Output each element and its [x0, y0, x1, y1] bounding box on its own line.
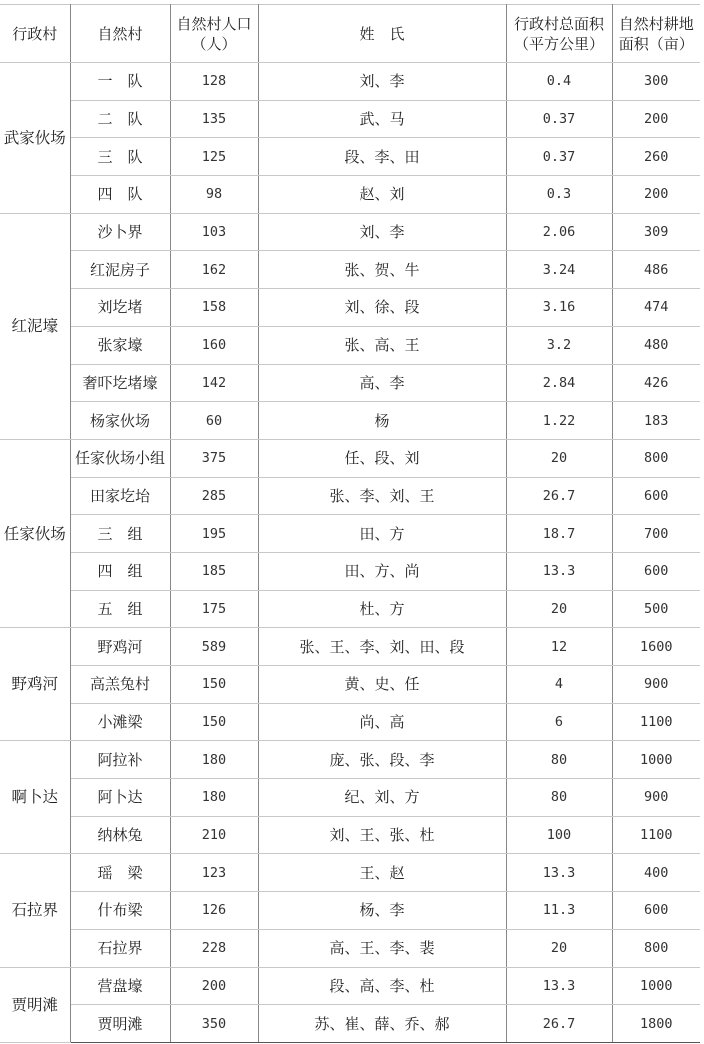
- table-row: [0, 364, 700, 402]
- surnames-cell: 张、高、王: [258, 326, 506, 364]
- surnames-cell: 杨: [258, 402, 506, 440]
- population-cell: 375: [170, 439, 258, 477]
- table-row: [0, 552, 700, 590]
- population-cell: 180: [170, 741, 258, 779]
- table-row: [0, 515, 700, 553]
- natural-village-cell: 石拉界: [70, 929, 170, 967]
- table-row: [0, 816, 700, 854]
- table-row: [0, 929, 700, 967]
- farmland-cell: 426: [612, 364, 700, 402]
- farmland-cell: 1000: [612, 967, 700, 1005]
- natural-village-cell: 阿卜达: [70, 779, 170, 817]
- natural-village-cell: 二 队: [70, 100, 170, 138]
- population-cell: 162: [170, 251, 258, 289]
- surnames-cell: 刘、徐、段: [258, 289, 506, 327]
- surnames-cell: 高、王、李、裴: [258, 929, 506, 967]
- table-row: [0, 666, 700, 704]
- farmland-cell: 600: [612, 892, 700, 930]
- table-row: [0, 251, 700, 289]
- area-cell: 20: [506, 929, 612, 967]
- farmland-cell: 474: [612, 289, 700, 327]
- header-area: 行政村总面积（平方公里）: [506, 5, 612, 63]
- table-row: [0, 100, 700, 138]
- population-cell: 160: [170, 326, 258, 364]
- farmland-cell: 309: [612, 213, 700, 251]
- farmland-cell: 700: [612, 515, 700, 553]
- population-cell: 128: [170, 63, 258, 101]
- farmland-cell: 800: [612, 929, 700, 967]
- farmland-cell: 500: [612, 590, 700, 628]
- area-cell: 4: [506, 666, 612, 704]
- table-row: [0, 176, 700, 214]
- table-row: [0, 439, 700, 477]
- farmland-cell: 1000: [612, 741, 700, 779]
- farmland-cell: 900: [612, 779, 700, 817]
- natural-village-cell: 高羔兔村: [70, 666, 170, 704]
- admin-village-cell: 石拉界: [0, 854, 70, 967]
- area-cell: 18.7: [506, 515, 612, 553]
- farmland-cell: 183: [612, 402, 700, 440]
- surnames-cell: 高、李: [258, 364, 506, 402]
- population-cell: 142: [170, 364, 258, 402]
- natural-village-cell: 什布梁: [70, 892, 170, 930]
- surnames-cell: 武、马: [258, 100, 506, 138]
- farmland-cell: 1800: [612, 1005, 700, 1043]
- surnames-cell: 张、王、李、刘、田、段: [258, 628, 506, 666]
- area-cell: 26.7: [506, 477, 612, 515]
- farmland-cell: 1600: [612, 628, 700, 666]
- area-cell: 20: [506, 590, 612, 628]
- header-natural-village: 自然村: [70, 5, 170, 63]
- population-cell: 185: [170, 552, 258, 590]
- table-row: [0, 628, 700, 666]
- surnames-cell: 尚、高: [258, 703, 506, 741]
- natural-village-cell: 一 队: [70, 63, 170, 101]
- farmland-cell: 200: [612, 176, 700, 214]
- surnames-cell: 纪、刘、方: [258, 779, 506, 817]
- header-admin-village: 行政村: [0, 5, 70, 63]
- population-cell: 175: [170, 590, 258, 628]
- population-cell: 228: [170, 929, 258, 967]
- table-row: [0, 289, 700, 327]
- natural-village-cell: 奢吓圪堵壕: [70, 364, 170, 402]
- area-cell: 12: [506, 628, 612, 666]
- natural-village-cell: 三 队: [70, 138, 170, 176]
- farmland-cell: 900: [612, 666, 700, 704]
- natural-village-cell: 四 组: [70, 552, 170, 590]
- natural-village-cell: 杨家伙场: [70, 402, 170, 440]
- farmland-cell: 800: [612, 439, 700, 477]
- table-row: [0, 402, 700, 440]
- population-cell: 60: [170, 402, 258, 440]
- natural-village-cell: 瑶 梁: [70, 854, 170, 892]
- natural-village-cell: 任家伙场小组: [70, 439, 170, 477]
- natural-village-cell: 五 组: [70, 590, 170, 628]
- surnames-cell: 段、高、李、杜: [258, 967, 506, 1005]
- population-cell: 210: [170, 816, 258, 854]
- table-row: [0, 1005, 700, 1043]
- natural-village-cell: 贾明滩: [70, 1005, 170, 1043]
- farmland-cell: 600: [612, 552, 700, 590]
- population-cell: 150: [170, 703, 258, 741]
- natural-village-cell: 营盘壕: [70, 967, 170, 1005]
- natural-village-cell: 阿拉补: [70, 741, 170, 779]
- farmland-cell: 600: [612, 477, 700, 515]
- area-cell: 6: [506, 703, 612, 741]
- table-row: [0, 967, 700, 1005]
- farmland-cell: 200: [612, 100, 700, 138]
- admin-village-cell: 贾明滩: [0, 967, 70, 1042]
- farmland-cell: 1100: [612, 703, 700, 741]
- population-cell: 126: [170, 892, 258, 930]
- population-cell: 180: [170, 779, 258, 817]
- population-cell: 200: [170, 967, 258, 1005]
- area-cell: 80: [506, 741, 612, 779]
- population-cell: 123: [170, 854, 258, 892]
- admin-village-cell: 野鸡河: [0, 628, 70, 741]
- area-cell: 0.37: [506, 138, 612, 176]
- header-farmland: 自然村耕地面积（亩）: [612, 5, 700, 63]
- village-table: [0, 4, 700, 1043]
- population-cell: 285: [170, 477, 258, 515]
- farmland-cell: 400: [612, 854, 700, 892]
- farmland-cell: 260: [612, 138, 700, 176]
- natural-village-cell: 沙卜界: [70, 213, 170, 251]
- area-cell: 100: [506, 816, 612, 854]
- natural-village-cell: 纳林兔: [70, 816, 170, 854]
- table-header: [0, 5, 700, 63]
- surnames-cell: 刘、王、张、杜: [258, 816, 506, 854]
- surnames-cell: 张、贺、牛: [258, 251, 506, 289]
- natural-village-cell: 四 队: [70, 176, 170, 214]
- header-surnames: 姓 氏: [258, 5, 506, 63]
- surnames-cell: 杨、李: [258, 892, 506, 930]
- population-cell: 103: [170, 213, 258, 251]
- table-row: [0, 138, 700, 176]
- area-cell: 26.7: [506, 1005, 612, 1043]
- admin-village-cell: 武家伙场: [0, 63, 70, 214]
- area-cell: 1.22: [506, 402, 612, 440]
- admin-village-cell: 红泥壕: [0, 213, 70, 439]
- natural-village-cell: 田家圪坮: [70, 477, 170, 515]
- natural-village-cell: 张家壕: [70, 326, 170, 364]
- surnames-cell: 任、段、刘: [258, 439, 506, 477]
- area-cell: 3.16: [506, 289, 612, 327]
- surnames-cell: 杜、方: [258, 590, 506, 628]
- natural-village-cell: 刘圪堵: [70, 289, 170, 327]
- surnames-cell: 刘、李: [258, 213, 506, 251]
- population-cell: 98: [170, 176, 258, 214]
- population-cell: 350: [170, 1005, 258, 1043]
- table-row: [0, 590, 700, 628]
- surnames-cell: 赵、刘: [258, 176, 506, 214]
- population-cell: 158: [170, 289, 258, 327]
- surnames-cell: 苏、崔、薛、乔、郝: [258, 1005, 506, 1043]
- surnames-cell: 刘、李: [258, 63, 506, 101]
- table-row: [0, 63, 700, 101]
- natural-village-cell: 红泥房子: [70, 251, 170, 289]
- area-cell: 80: [506, 779, 612, 817]
- surnames-cell: 田、方: [258, 515, 506, 553]
- natural-village-cell: 小滩梁: [70, 703, 170, 741]
- area-cell: 2.84: [506, 364, 612, 402]
- natural-village-cell: 三 组: [70, 515, 170, 553]
- surnames-cell: 庞、张、段、李: [258, 741, 506, 779]
- area-cell: 2.06: [506, 213, 612, 251]
- area-cell: 11.3: [506, 892, 612, 930]
- table-row: [0, 779, 700, 817]
- table-row: [0, 477, 700, 515]
- area-cell: 13.3: [506, 854, 612, 892]
- population-cell: 135: [170, 100, 258, 138]
- population-cell: 150: [170, 666, 258, 704]
- table-row: [0, 741, 700, 779]
- area-cell: 0.37: [506, 100, 612, 138]
- table-row: [0, 703, 700, 741]
- admin-village-cell: 啊卜达: [0, 741, 70, 854]
- farmland-cell: 300: [612, 63, 700, 101]
- table-row: [0, 326, 700, 364]
- population-cell: 589: [170, 628, 258, 666]
- farmland-cell: 480: [612, 326, 700, 364]
- area-cell: 3.2: [506, 326, 612, 364]
- area-cell: 13.3: [506, 967, 612, 1005]
- natural-village-cell: 野鸡河: [70, 628, 170, 666]
- area-cell: 13.3: [506, 552, 612, 590]
- table-body: [0, 63, 700, 1043]
- area-cell: 20: [506, 439, 612, 477]
- surnames-cell: 段、李、田: [258, 138, 506, 176]
- surnames-cell: 张、李、刘、王: [258, 477, 506, 515]
- area-cell: 3.24: [506, 251, 612, 289]
- farmland-cell: 486: [612, 251, 700, 289]
- header-population: 自然村人口（人）: [170, 5, 258, 63]
- population-cell: 195: [170, 515, 258, 553]
- admin-village-cell: 任家伙场: [0, 439, 70, 627]
- table-row: [0, 854, 700, 892]
- header-row: [0, 5, 700, 63]
- table-row: [0, 213, 700, 251]
- area-cell: 0.4: [506, 63, 612, 101]
- population-cell: 125: [170, 138, 258, 176]
- table-row: [0, 892, 700, 930]
- surnames-cell: 王、赵: [258, 854, 506, 892]
- surnames-cell: 田、方、尚: [258, 552, 506, 590]
- surnames-cell: 黄、史、任: [258, 666, 506, 704]
- area-cell: 0.3: [506, 176, 612, 214]
- farmland-cell: 1100: [612, 816, 700, 854]
